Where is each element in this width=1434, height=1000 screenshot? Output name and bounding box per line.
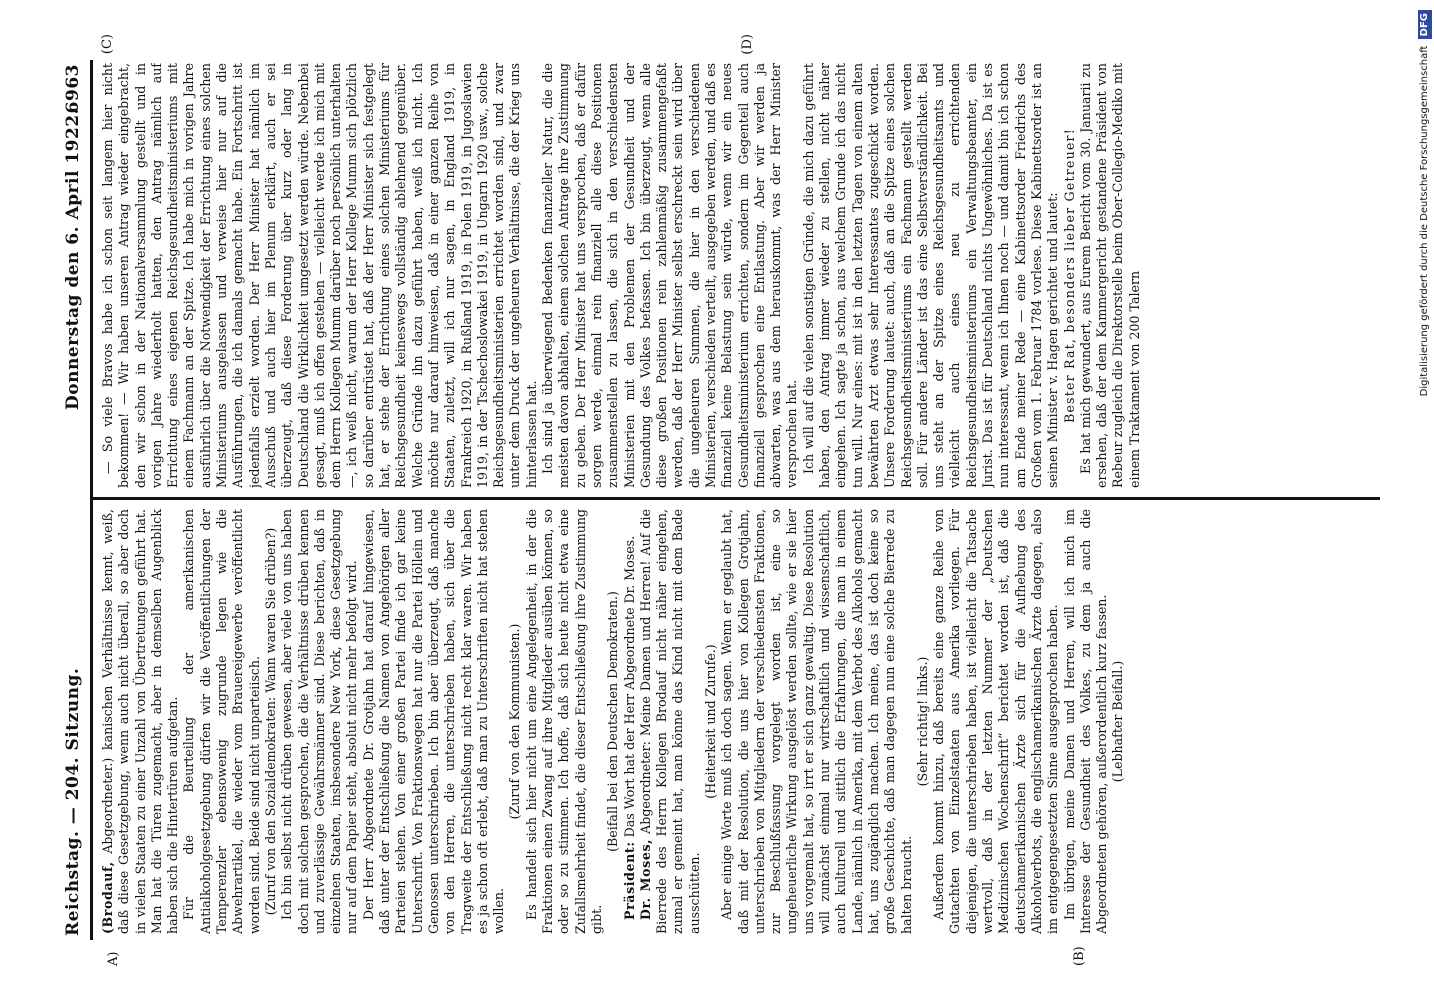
- paragraph: Außerdem kommt hinzu, daß bereits eine ganze Reihe von Gutachten von Einzelstaaten aus Amerika vorliegen. Für diejenigen, die unterschrieben haben, ist vielleicht die Tatsache wertvoll, daß in der letzten Nummer der „Deutschen Medizinischen Wochenschrift“ berichtet worden ist, daß die deutschamerikanischen Ärzte sich für die Aufhebung des Alkoholverbots, die englischamerikanischen Ärzte dagegen, also im entgegengesetzten Sinne ausgesprochen haben.: [931, 509, 1061, 934]
- margin-marker-d: (D): [740, 34, 755, 55]
- interjection: (Beifall bei den Deutschen Demokraten.): [605, 591, 621, 852]
- header-session: Reichstag. — 204. Sitzung.: [63, 667, 83, 936]
- column-divider: [90, 497, 1380, 500]
- quote-salutation: Bester Rat, besonders lieber Getreuer!: [1061, 127, 1077, 424]
- header-rule: [90, 60, 93, 940]
- paragraph: Ich will auf die vielen sonstigen Gründe, die mich dazu geführt haben, den Antrag immer wieder zu stellen, nicht näher eingehen. Ich sagte ja schon, aus welchem Grunde ich das nicht tun will. Nur eines: mit ist in den letzten Tagen von einem alten bewährten Arzt etwas sehr Interessantes zugeschickt worden. Unsere Forderung lautet: auch, daß an die Spitze eines solchen Reichsgesundheitsministeriums ein Fachmann gestellt werden soll. Für andere Länder ist das eine Selbstverständlichkeit. Bei uns steht an der Spitze eines Reichsgesundheitsamts und vielleicht auch eines neu zu errichtenden Reichsgesundheitsministeriums ein Verwaltungsbeamter, ein Jurist. Das ist für Deutschland nichts Ungewöhnliches. Da ist es nun interessant, wenn ich Ihnen noch — und damit bin ich schon am Ende meiner Rede — eine Kabinettsorder Friedrichs des Großen vom 1. Februar 1784 vorlese. Diese Kabinettsorder ist an seinen Minister v. Hagen gerichtet und lautet:: [800, 63, 1061, 488]
- interjection: (Lebhafter Beifall.): [1110, 660, 1126, 783]
- interjection: (Zuruf von den Kommunisten.): [507, 623, 523, 820]
- speaker-role: Abgeordneter:: [637, 741, 653, 834]
- speaker-role: Abgeordneter.): [100, 757, 115, 854]
- page-number: 6963: [63, 64, 83, 114]
- president-label: Präsident:: [621, 841, 637, 920]
- interjection: (Sehr richtig! links.): [914, 656, 930, 787]
- paragraph: Im übrigen, meine Damen und Herren, will ich mich im Interesse der Gesundheit des Volkes, zu dem ja auch die Abgeordneten gehören, außerordentlich kurz fassen.: [1061, 509, 1110, 934]
- paragraph: Aber einige Worte muß ich doch sagen. Wenn er geglaubt hat, daß mit der Resolution, die uns hier von Kollegen Grotjahn, unterschrieben von Mitgliedern der verschiedensten Fraktionen, zur Beschlußfassung vorgelegt worden ist, eine so ungeheuerliche Wirkung ausgelöst werden sollte, wie er sie hier uns vorgemalt hat, so irrt er sich ganz gewaltig. Diese Resolution will zunächst einmal nur wirtschaftlich und wissenschaftlich, auch kulturell und sittlich die Erfahrungen, die man in einem Lande, nämlich in Amerika, mit dem Verbot des Alkohols gemacht hat, uns zugänglich machen. Ich meine, das ist doch keine so große Geschichte, daß man dagegen nun eine solche Bierrede zu halten braucht.: [719, 509, 914, 934]
- paragraph: Ich sind ja überwiegend Bedenken finanzieller Natur, die die meisten davon abhalten, einem solchen Antrage ihre Zustimmung zu geben. Der Herr Minister hat uns versprochen, daß er dafür sorgen werde, einmal rein finanziell alle diese Positionen zusammenstellen zu lassen, die sich in den verschiedensten Ministerien mit den Problemen der Gesundheit und der Gesundung des Volkes befassen. Ich bin überzeugt, wenn alle diese großen Positionen rein zahlenmäßig zusammengefaßt werden, daß der Herr Minister selbst erschreckt sein wird über die ungeheuren Summen, die hier in den verschiedenen Ministerien, verschieden verteilt, ausgegeben werden, und daß es finanziell keine Belastung sein würde, wenn wir ein neues Gesundheitsministerium errichten, sondern im Gegenteil auch finanziell gesprochen eine Entlastung. Aber wir werden ja abwarten, was aus dem herauskommt, was der Herr Minister versprochen hat.: [540, 63, 800, 488]
- margin-marker-b: (B): [1072, 946, 1087, 966]
- paragraph: Ich bin selbst nicht drüben gewesen, aber viele von uns haben doch mit solchen gesprochen, die die Verhältnisse drüben kennen und zuverlässige Gewährsmänner sind. Diese berichten, daß in einzelnen Staaten, insbesondere New York, diese Gesetzgebung nur auf dem Papier steht, absolut nicht mehr befolgt wird.: [279, 509, 360, 934]
- credit-text: Digitalisierung gefördert durch die Deutsche Forschungsgemeinschaft: [1419, 45, 1430, 397]
- rotated-page: [0, 30, 1434, 970]
- dfg-logo-badge: DFG: [1418, 10, 1432, 39]
- margin-marker-a: A): [106, 951, 121, 966]
- right-column: [100, 63, 1380, 488]
- paragraph: Für die Beurteilung der amerikanischen Antialkoholgesetzgebung dürfen wir die Veröffentlichungen der Temperenzler ebensowenig zugrunde legen wie die Abwehrartikel, die wieder vom Brauereigewerbe veröffentlicht worden sind. Beide sind nicht unparteiisch.: [181, 509, 262, 934]
- paragraph: Es handelt sich hier nicht um eine Angelegenheit, in der die Fraktionen einen Zwang auf ihre Mitglieder ausüben können, so oder so zu stimmen. Ich hoffe, daß sich heute nicht etwa eine Zufallsmehrheit findet, die dieser Entschließung ihre Zustimmung gibt.: [523, 509, 604, 934]
- paragraph: [100, 509, 181, 934]
- margin-marker-c: (C): [100, 34, 115, 55]
- paragraph: Der Herr Abgeordnete Dr. Grotjahn hat darauf hingewiesen, daß unter der Entschließung die Namen von Angehörigen aller Parteien stehen. Von einer großen Partei finde ich gar keine Unterschrift. Von Fraktionswegen hat nur die Partei Höllein und Genossen unterschrieben. Ich bin aber überzeugt, daß manche von den Herren, die unterschrieben haben, sich über die Tragweite der Entschließung nicht recht klar waren. Wir haben es ja schon oft erlebt, daß man zu Unterschriften nicht hat stehen wollen.: [360, 509, 507, 934]
- paragraph: [622, 509, 638, 934]
- left-column: [100, 509, 1380, 934]
- speaker-name: Dr. Moses,: [637, 838, 653, 920]
- paragraph: [638, 509, 703, 934]
- document-sheet: [60, 34, 1380, 966]
- paragraph-text: kanischen Verhältnisse kennt, weiß, daß diese Gesetzgebung, wenn auch nicht überall, so aber doch in vielen Staaten zu einer Unzahl von Übertretungen geführt hat. Man hat die Türen zugemacht, aber in demselben Augenblick haben sich die Hintertüren aufgetan.: [100, 509, 181, 934]
- interjection: (Zuruf von den Sozialdemokraten: Wann waren Sie drüben?): [262, 527, 278, 916]
- header-date: Donnerstag den 6. April 1922.: [63, 107, 83, 410]
- digitization-credit: [1418, 10, 1432, 990]
- paragraph-text: Das Wort hat der Herr Abgeordnete Dr. Moses.: [621, 535, 637, 838]
- speaker-name: (Brodauf,: [100, 861, 115, 934]
- interjection: (Heiterkeit und Zurufe.): [702, 644, 718, 799]
- paragraph-text: Meine Damen und Herren! Auf die Bierrede des Herrn Kollegen Brodauf nicht näher eingehen, zumal er gemeint hat, man könne das Kind nicht mit dem Bade ausschütten.: [637, 509, 702, 934]
- quote-paragraph: Es hat mich gewundert, aus Eurem Bericht vom 30. Januarii zu ersehen, daß der dem Kammergericht gestandene Präsident von Rebeur zugleich die Direktorstelle beim Ober-Collegio-Mediko mit einem Traktament von 200 Talern: [1077, 63, 1142, 488]
- paragraph: — So viele Bravos habe ich schon seit langem hier nicht bekommen! — Wir haben unseren Antrag wieder eingebracht, den wir schon in der Nationalversammlung gestellt und in vorigen Jahre wiederholt hatten, den Antrag nämlich auf Errichtung eines eigenen Reichsgesundheitsministeriums mit einem Fachmann an der Spitze. Ich habe mich in vorigen Jahre ausführlich über die Notwendigkeit der Errichtung eines solchen Ministeriums ausgelassen und verweise hier nur auf die Ausführungen, die ich damals gemacht habe. Ein Fortschritt ist jedenfalls erzielt worden. Der Herr Minister hat nämlich im Ausschuß und auch hier im Plenum erklärt, auch er sei überzeugt, daß diese Forderung über kurz oder lang in Deutschland die Wirklichkeit umgesetzt werden würde. Nebenbei gesagt, muß ich offen gestehen — vielleicht werde ich mich mit dem Herrn Kollegen Mumm darüber noch persönlich unterhalten —, ich weiß nicht, warum der Herr Kollege Mumm sich plötzlich so darüber entrüstet hat, daß der Herr Minister sich festgelegt hat, er stehe der Errichtung eines solchen Ministeriums für Reichsgesundheit keineswegs vollständig ablehnend gegenüber. Welche Gründe ihn dazu geführt haben, weiß ich nicht. Ich möchte nur darauf hinweisen, daß in einer ganzen Reihe von Staaten, zuletzt, will ich nur sagen, in England 1919, in Frankreich 1920, in Rußland 1919, in Polen 1919, in Jugoslawien 1919, in der Tschechoslowakei 1919, in Ungarn 1920 usw., solche Reichsgesundheitsministerien errichtet worden sind, und zwar unter dem Druck der ungeheuren Verhältnisse, die der Krieg uns hinterlassen hat.: [100, 63, 539, 488]
- running-head: [60, 60, 86, 940]
- digitization-credit-text: [1418, 10, 1432, 990]
